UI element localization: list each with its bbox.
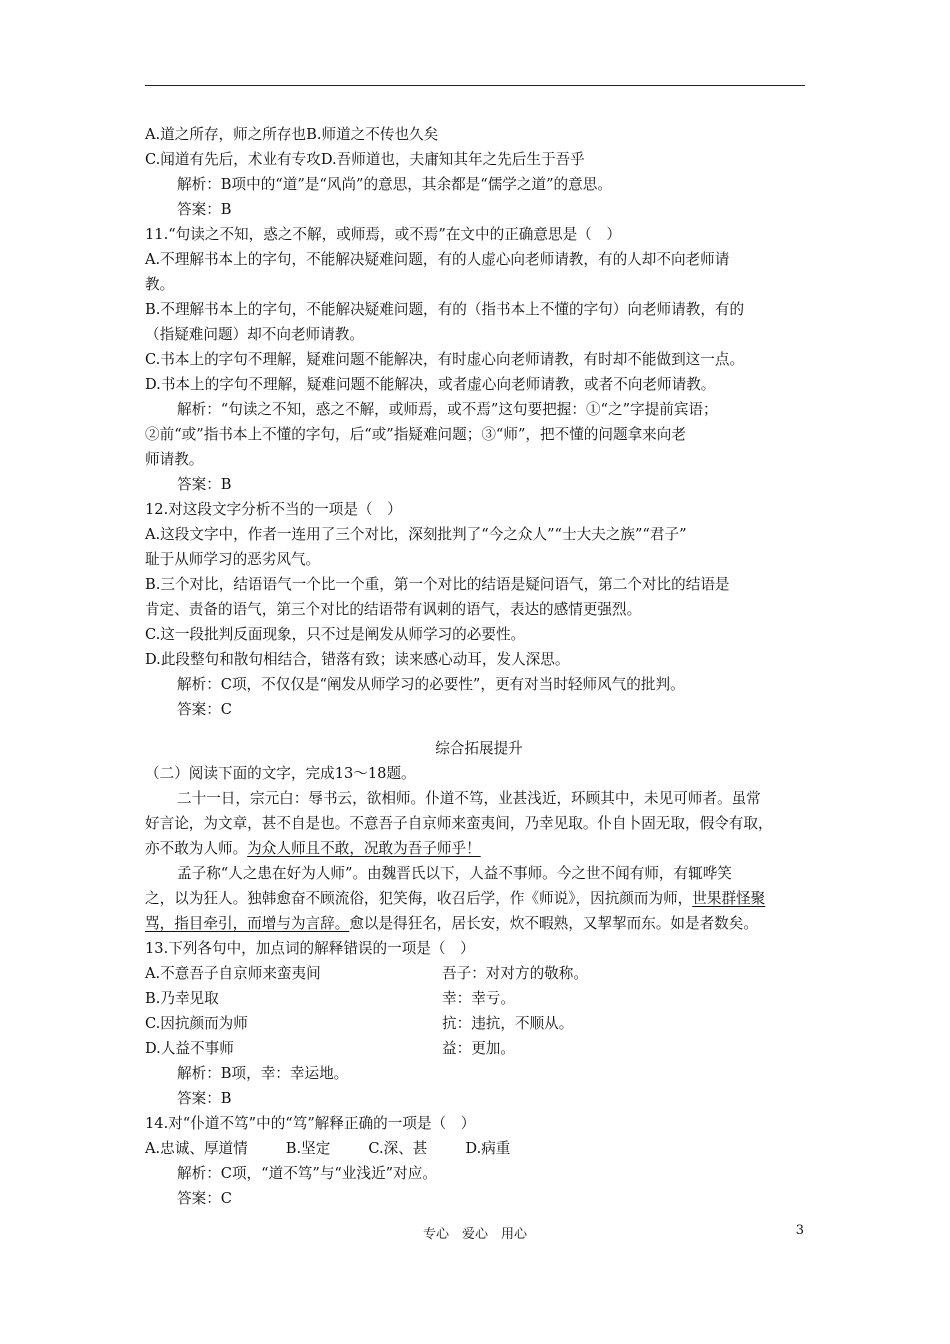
section-title: 综合拓展提升 [435, 740, 523, 757]
passage-text: 愈以是得狂名，居长安，炊不暇熟，又挈挈而东。如是者数矣。 [349, 915, 758, 932]
page-footer [0, 1223, 950, 1243]
underlined-sentence: 骂，指目牵引，而增与为言辞。 [145, 915, 350, 932]
option-row [145, 1011, 813, 1036]
answer-line: 答案：C [177, 1190, 232, 1207]
option-sentence: D.人益不事师 [145, 1040, 234, 1057]
analysis-line: 解析：“句读之不知，惑之不解，或师焉，或不焉”这句要把握：①“之”字提前宾语； [177, 401, 718, 418]
option-gloss: 幸：幸亏。 [442, 990, 515, 1007]
analysis-line: 解析：B项，幸：幸运地。 [177, 1065, 349, 1082]
text-line: 肯定、责备的语气，第三个对比的结语带有讽刺的语气，表达的感情更强烈。 [145, 601, 642, 618]
text-line: B.不理解书本上的字句，不能解决疑难问题，有的（指书本上不懂的字句）向老师请教，有的 [145, 301, 745, 318]
text-line: A.不理解书本上的字句，不能解决疑难问题，有的人虚心向老师请教，有的人却不向老师请 [145, 251, 730, 268]
passage-line: 孟子称“人之患在好为人师”。由魏晋氏以下，人益不事师。今之世不闻有师，有辄哗笑 [177, 865, 732, 882]
question-14: 14.对“仆道不笃”中的“笃”解释正确的一项是（ ） [145, 1115, 476, 1132]
analysis-line: 解析：B项中的“道”是“风尚”的意思，其余都是“儒学之道”的意思。 [177, 176, 612, 193]
text-line: （指疑难问题）却不向老师请教。 [145, 326, 364, 343]
passage-text: 之，以为狂人。独韩愈奋不顾流俗，犯笑侮，收召后学，作《师说》，因抗颜而为师， [145, 890, 693, 907]
question-11: 11.“句读之不知，惑之不解，或师焉，或不焉”在文中的正确意思是（ ） [145, 226, 621, 243]
text-line: ②前“或”指书本上不懂的字句，后“或”指疑难问题；③“师”，把不懂的问题拿来向老 [145, 426, 686, 443]
reading-intro: （二）阅读下面的文字，完成13～18题。 [145, 765, 416, 782]
analysis-line: 解析：C项，不仅仅是“阐发从师学习的必要性”，更有对当时轻师风气的批判。 [177, 676, 685, 693]
passage-line: 二十一日，宗元白：辱书云，欲相师。仆道不笃，业甚浅近，环顾其中，未见可师者。虽常 [177, 790, 761, 807]
question-12: 12.对这段文字分析不当的一项是（ ） [145, 501, 402, 518]
text-line: C.这一段批判反面现象，只不过是阐发从师学习的必要性。 [145, 626, 526, 643]
text-line: 师请教。 [145, 451, 204, 468]
analysis-line: 解析：C项，“道不笃”与“业浅近”对应。 [177, 1165, 437, 1182]
choice-b: B.坚定 [285, 1140, 331, 1157]
passage-line: 好言论，为文章，甚不自是也。不意吾子自京师来蛮夷间，乃幸见取。仆自卜固无取，假令有取， [145, 815, 773, 832]
text-line: A.道之所存，师之所存也B.师道之不传也久矣 [145, 126, 439, 143]
footer-motto: 专心 爱心 用心 [422, 1227, 527, 1242]
choice-c: C.深、甚 [368, 1140, 428, 1157]
option-sentence: C.因抗颜而为师 [145, 1015, 248, 1032]
choice-row [145, 1136, 813, 1161]
document-body [145, 122, 813, 1211]
text-line: B.三个对比，结语语气一个比一个重，第一个对比的结语是疑问语气，第二个对比的结语是 [145, 576, 730, 593]
page-number: 3 [795, 1223, 804, 1238]
question-13: 13.下列各句中，加点词的解释错误的一项是（ ） [145, 940, 475, 957]
passage-line [145, 886, 813, 911]
answer-line: 答案：B [177, 1090, 232, 1107]
text-line: D.此段整句和散句相结合，错落有致；读来感心动耳，发人深思。 [145, 651, 570, 668]
answer-line: 答案：B [177, 476, 232, 493]
passage-line [145, 911, 813, 936]
option-row [145, 1036, 813, 1061]
underlined-sentence: 世果群怪聚 [692, 890, 766, 907]
underlined-sentence: 为众人师且不敢，况敢为吾子师乎！ [247, 840, 481, 857]
text-line: C.书本上的字句不理解，疑难问题不能解决，有时虚心向老师请教，有时却不能做到这一点。 [145, 351, 745, 368]
spacer [145, 722, 813, 736]
answer-line: 答案：C [177, 701, 232, 718]
header-rule [145, 85, 805, 86]
choice-d: D.病重 [465, 1140, 511, 1157]
option-row [145, 986, 813, 1011]
option-gloss: 吾子：对对方的敬称。 [442, 965, 588, 982]
text-line: C.闻道有先后，术业有专攻D.吾师道也，夫庸知其年之先后生于吾乎 [145, 151, 585, 168]
text-line: 耻于从师学习的恶劣风气。 [145, 551, 321, 568]
text-line: 教。 [145, 276, 175, 293]
option-sentence: A.不意吾子自京师来蛮夷间 [145, 965, 321, 982]
option-gloss: 抗：违抗，不顺从。 [442, 1015, 574, 1032]
option-row [145, 961, 813, 986]
option-gloss: 益：更加。 [442, 1040, 515, 1057]
text-line: D.书本上的字句不理解，疑难问题不能解决，或者虚心向老师请教，或者不向老师请教。 [145, 376, 716, 393]
passage-text: 亦不敢为人师。 [145, 840, 248, 857]
choice-a: A.忠诚、厚道情 [145, 1140, 248, 1157]
answer-line: 答案：B [177, 201, 232, 218]
passage-line [145, 836, 813, 861]
option-sentence: B.乃幸见取 [145, 990, 219, 1007]
text-line: A.这段文字中，作者一连用了三个对比，深刻批判了“今之众人”“士大夫之族”“君子” [145, 526, 687, 543]
